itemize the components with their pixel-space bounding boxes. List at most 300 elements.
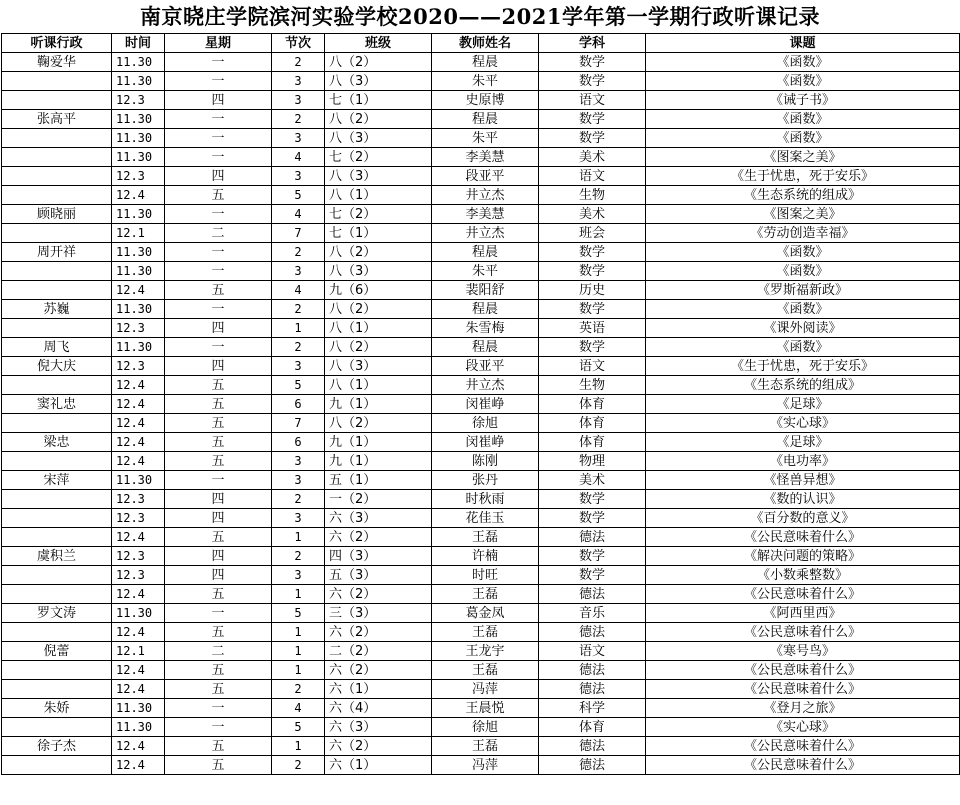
cell-topic[interactable]: 《罗斯福新政》 <box>646 281 960 300</box>
cell-date[interactable]: 12.4 <box>112 395 165 414</box>
cell-class[interactable]: 六（3） <box>325 718 432 737</box>
cell-topic[interactable]: 《图案之美》 <box>646 205 960 224</box>
cell-date[interactable]: 12.4 <box>112 680 165 699</box>
cell-period[interactable]: 2 <box>272 680 325 699</box>
cell-class[interactable]: 九（1） <box>325 395 432 414</box>
cell-date[interactable]: 12.1 <box>112 642 165 661</box>
cell-class[interactable]: 八（3） <box>325 72 432 91</box>
cell-class[interactable]: 九（1） <box>325 452 432 471</box>
cell-observer[interactable] <box>2 167 112 186</box>
cell-teacher[interactable]: 王磊 <box>432 585 539 604</box>
cell-period[interactable]: 3 <box>272 262 325 281</box>
cell-subject[interactable]: 德法 <box>539 737 646 756</box>
cell-period[interactable]: 1 <box>272 737 325 756</box>
cell-date[interactable]: 11.30 <box>112 300 165 319</box>
cell-date[interactable]: 11.30 <box>112 338 165 357</box>
cell-teacher[interactable]: 花佳玉 <box>432 509 539 528</box>
cell-teacher[interactable]: 史原博 <box>432 91 539 110</box>
cell-topic[interactable]: 《生态系统的组成》 <box>646 186 960 205</box>
cell-period[interactable]: 3 <box>272 129 325 148</box>
cell-subject[interactable]: 语文 <box>539 642 646 661</box>
cell-class[interactable]: 八（2） <box>325 414 432 433</box>
cell-date[interactable]: 11.30 <box>112 604 165 623</box>
cell-subject[interactable]: 生物 <box>539 186 646 205</box>
cell-weekday[interactable]: 四 <box>165 566 272 585</box>
cell-weekday[interactable]: 五 <box>165 433 272 452</box>
cell-teacher[interactable]: 程晨 <box>432 300 539 319</box>
cell-period[interactable]: 3 <box>272 72 325 91</box>
cell-subject[interactable]: 语文 <box>539 357 646 376</box>
cell-teacher[interactable]: 王磊 <box>432 528 539 547</box>
cell-teacher[interactable]: 冯萍 <box>432 756 539 775</box>
cell-teacher[interactable]: 程晨 <box>432 243 539 262</box>
cell-teacher[interactable]: 闵崔峥 <box>432 395 539 414</box>
cell-observer[interactable] <box>2 661 112 680</box>
cell-weekday[interactable]: 一 <box>165 718 272 737</box>
cell-period[interactable]: 3 <box>272 452 325 471</box>
cell-date[interactable]: 12.3 <box>112 566 165 585</box>
cell-class[interactable]: 七（2） <box>325 148 432 167</box>
cell-observer[interactable] <box>2 186 112 205</box>
cell-subject[interactable]: 数学 <box>539 243 646 262</box>
cell-teacher[interactable]: 陈刚 <box>432 452 539 471</box>
cell-topic[interactable]: 《生态系统的组成》 <box>646 376 960 395</box>
cell-topic[interactable]: 《图案之美》 <box>646 148 960 167</box>
cell-subject[interactable]: 数学 <box>539 509 646 528</box>
cell-date[interactable]: 11.30 <box>112 72 165 91</box>
cell-class[interactable]: 八（1） <box>325 376 432 395</box>
cell-date[interactable]: 12.4 <box>112 414 165 433</box>
cell-observer[interactable] <box>2 129 112 148</box>
cell-teacher[interactable]: 张丹 <box>432 471 539 490</box>
cell-observer[interactable]: 宋萍 <box>2 471 112 490</box>
cell-subject[interactable]: 数学 <box>539 262 646 281</box>
cell-teacher[interactable]: 闵崔峥 <box>432 433 539 452</box>
cell-topic[interactable]: 《公民意味着什么》 <box>646 661 960 680</box>
cell-topic[interactable]: 《小数乘整数》 <box>646 566 960 585</box>
cell-class[interactable]: 八（2） <box>325 243 432 262</box>
cell-observer[interactable] <box>2 376 112 395</box>
cell-class[interactable]: 六（2） <box>325 623 432 642</box>
cell-weekday[interactable]: 五 <box>165 452 272 471</box>
cell-date[interactable]: 11.30 <box>112 243 165 262</box>
cell-date[interactable]: 12.4 <box>112 376 165 395</box>
cell-teacher[interactable]: 李美慧 <box>432 148 539 167</box>
cell-observer[interactable] <box>2 148 112 167</box>
cell-period[interactable]: 2 <box>272 243 325 262</box>
cell-date[interactable]: 12.3 <box>112 357 165 376</box>
cell-teacher[interactable]: 李美慧 <box>432 205 539 224</box>
cell-weekday[interactable]: 一 <box>165 243 272 262</box>
cell-weekday[interactable]: 二 <box>165 642 272 661</box>
cell-teacher[interactable]: 葛金凤 <box>432 604 539 623</box>
cell-subject[interactable]: 语文 <box>539 91 646 110</box>
cell-period[interactable]: 1 <box>272 585 325 604</box>
cell-topic[interactable]: 《函数》 <box>646 338 960 357</box>
cell-weekday[interactable]: 四 <box>165 490 272 509</box>
cell-subject[interactable]: 德法 <box>539 528 646 547</box>
cell-class[interactable]: 一（2） <box>325 490 432 509</box>
cell-topic[interactable]: 《函数》 <box>646 262 960 281</box>
cell-date[interactable]: 12.4 <box>112 186 165 205</box>
cell-topic[interactable]: 《寒号鸟》 <box>646 642 960 661</box>
cell-subject[interactable]: 生物 <box>539 376 646 395</box>
cell-weekday[interactable]: 五 <box>165 756 272 775</box>
cell-date[interactable]: 12.3 <box>112 490 165 509</box>
cell-period[interactable]: 7 <box>272 414 325 433</box>
cell-class[interactable]: 八（1） <box>325 319 432 338</box>
cell-period[interactable]: 5 <box>272 186 325 205</box>
cell-date[interactable]: 12.4 <box>112 528 165 547</box>
cell-date[interactable]: 12.4 <box>112 585 165 604</box>
cell-period[interactable]: 2 <box>272 338 325 357</box>
cell-date[interactable]: 11.30 <box>112 148 165 167</box>
cell-class[interactable]: 九（1） <box>325 433 432 452</box>
cell-topic[interactable]: 《生于忧患，死于安乐》 <box>646 357 960 376</box>
cell-subject[interactable]: 数学 <box>539 338 646 357</box>
cell-topic[interactable]: 《电功率》 <box>646 452 960 471</box>
cell-topic[interactable]: 《劳动创造幸福》 <box>646 224 960 243</box>
cell-topic[interactable]: 《函数》 <box>646 110 960 129</box>
cell-observer[interactable]: 徐子杰 <box>2 737 112 756</box>
cell-topic[interactable]: 《阿西里西》 <box>646 604 960 623</box>
cell-class[interactable]: 六（2） <box>325 585 432 604</box>
cell-class[interactable]: 六（1） <box>325 680 432 699</box>
cell-weekday[interactable]: 一 <box>165 300 272 319</box>
cell-subject[interactable]: 数学 <box>539 72 646 91</box>
cell-teacher[interactable]: 徐旭 <box>432 718 539 737</box>
cell-period[interactable]: 5 <box>272 376 325 395</box>
cell-class[interactable]: 四（3） <box>325 547 432 566</box>
cell-observer[interactable] <box>2 281 112 300</box>
cell-teacher[interactable]: 徐旭 <box>432 414 539 433</box>
cell-class[interactable]: 八（2） <box>325 110 432 129</box>
cell-weekday[interactable]: 一 <box>165 262 272 281</box>
cell-topic[interactable]: 《公民意味着什么》 <box>646 756 960 775</box>
cell-observer[interactable]: 虞积兰 <box>2 547 112 566</box>
cell-date[interactable]: 12.3 <box>112 91 165 110</box>
cell-topic[interactable]: 《公民意味着什么》 <box>646 680 960 699</box>
cell-teacher[interactable]: 段亚平 <box>432 167 539 186</box>
cell-subject[interactable]: 历史 <box>539 281 646 300</box>
cell-topic[interactable]: 《公民意味着什么》 <box>646 528 960 547</box>
cell-subject[interactable]: 音乐 <box>539 604 646 623</box>
cell-subject[interactable]: 德法 <box>539 756 646 775</box>
cell-teacher[interactable]: 段亚平 <box>432 357 539 376</box>
cell-subject[interactable]: 数学 <box>539 53 646 72</box>
cell-topic[interactable]: 《课外阅读》 <box>646 319 960 338</box>
cell-period[interactable]: 2 <box>272 300 325 319</box>
cell-observer[interactable]: 梁忠 <box>2 433 112 452</box>
cell-period[interactable]: 3 <box>272 91 325 110</box>
cell-observer[interactable] <box>2 756 112 775</box>
cell-period[interactable]: 2 <box>272 53 325 72</box>
cell-subject[interactable]: 德法 <box>539 680 646 699</box>
cell-class[interactable]: 六（1） <box>325 756 432 775</box>
cell-topic[interactable]: 《诫子书》 <box>646 91 960 110</box>
cell-subject[interactable]: 美术 <box>539 148 646 167</box>
cell-topic[interactable]: 《公民意味着什么》 <box>646 623 960 642</box>
cell-subject[interactable]: 美术 <box>539 205 646 224</box>
cell-observer[interactable]: 倪大庆 <box>2 357 112 376</box>
cell-observer[interactable]: 倪蕾 <box>2 642 112 661</box>
cell-topic[interactable]: 《实心球》 <box>646 414 960 433</box>
cell-period[interactable]: 1 <box>272 642 325 661</box>
cell-weekday[interactable]: 四 <box>165 547 272 566</box>
cell-observer[interactable]: 顾晓丽 <box>2 205 112 224</box>
cell-observer[interactable] <box>2 224 112 243</box>
cell-class[interactable]: 五（1） <box>325 471 432 490</box>
cell-date[interactable]: 12.3 <box>112 509 165 528</box>
cell-weekday[interactable]: 四 <box>165 319 272 338</box>
cell-teacher[interactable]: 程晨 <box>432 110 539 129</box>
cell-subject[interactable]: 体育 <box>539 433 646 452</box>
cell-observer[interactable] <box>2 566 112 585</box>
cell-subject[interactable]: 数学 <box>539 300 646 319</box>
cell-subject[interactable]: 德法 <box>539 585 646 604</box>
cell-date[interactable]: 12.4 <box>112 623 165 642</box>
cell-weekday[interactable]: 二 <box>165 224 272 243</box>
cell-weekday[interactable]: 五 <box>165 585 272 604</box>
cell-observer[interactable] <box>2 490 112 509</box>
cell-teacher[interactable]: 王磊 <box>432 661 539 680</box>
cell-weekday[interactable]: 一 <box>165 110 272 129</box>
cell-weekday[interactable]: 五 <box>165 281 272 300</box>
cell-weekday[interactable]: 四 <box>165 167 272 186</box>
cell-weekday[interactable]: 一 <box>165 148 272 167</box>
cell-teacher[interactable]: 王磊 <box>432 737 539 756</box>
cell-observer[interactable] <box>2 585 112 604</box>
cell-teacher[interactable]: 程晨 <box>432 338 539 357</box>
cell-observer[interactable] <box>2 262 112 281</box>
cell-weekday[interactable]: 一 <box>165 205 272 224</box>
cell-period[interactable]: 3 <box>272 566 325 585</box>
cell-observer[interactable] <box>2 452 112 471</box>
cell-topic[interactable]: 《数的认识》 <box>646 490 960 509</box>
cell-subject[interactable]: 数学 <box>539 566 646 585</box>
cell-date[interactable]: 12.4 <box>112 737 165 756</box>
cell-topic[interactable]: 《生于忧患，死于安乐》 <box>646 167 960 186</box>
cell-topic[interactable]: 《函数》 <box>646 243 960 262</box>
cell-subject[interactable]: 科学 <box>539 699 646 718</box>
cell-period[interactable]: 6 <box>272 395 325 414</box>
cell-topic[interactable]: 《怪兽异想》 <box>646 471 960 490</box>
cell-period[interactable]: 6 <box>272 433 325 452</box>
cell-weekday[interactable]: 一 <box>165 53 272 72</box>
cell-date[interactable]: 12.4 <box>112 756 165 775</box>
cell-topic[interactable]: 《足球》 <box>646 433 960 452</box>
cell-teacher[interactable]: 许楠 <box>432 547 539 566</box>
cell-subject[interactable]: 数学 <box>539 547 646 566</box>
cell-teacher[interactable]: 时秋雨 <box>432 490 539 509</box>
cell-class[interactable]: 七（1） <box>325 224 432 243</box>
cell-teacher[interactable]: 王龙宇 <box>432 642 539 661</box>
cell-date[interactable]: 12.4 <box>112 661 165 680</box>
cell-observer[interactable]: 罗文涛 <box>2 604 112 623</box>
cell-weekday[interactable]: 一 <box>165 604 272 623</box>
cell-period[interactable]: 5 <box>272 604 325 623</box>
cell-class[interactable]: 五（3） <box>325 566 432 585</box>
cell-topic[interactable]: 《解决问题的策略》 <box>646 547 960 566</box>
cell-period[interactable]: 2 <box>272 110 325 129</box>
cell-observer[interactable] <box>2 680 112 699</box>
cell-topic[interactable]: 《函数》 <box>646 300 960 319</box>
cell-date[interactable]: 12.3 <box>112 547 165 566</box>
cell-subject[interactable]: 物理 <box>539 452 646 471</box>
cell-class[interactable]: 六（3） <box>325 509 432 528</box>
cell-period[interactable]: 4 <box>272 281 325 300</box>
cell-class[interactable]: 八（2） <box>325 338 432 357</box>
cell-weekday[interactable]: 一 <box>165 338 272 357</box>
cell-class[interactable]: 八（1） <box>325 186 432 205</box>
cell-observer[interactable]: 苏巍 <box>2 300 112 319</box>
cell-class[interactable]: 二（2） <box>325 642 432 661</box>
cell-period[interactable]: 2 <box>272 490 325 509</box>
cell-weekday[interactable]: 五 <box>165 680 272 699</box>
cell-period[interactable]: 3 <box>272 357 325 376</box>
cell-period[interactable]: 4 <box>272 699 325 718</box>
cell-period[interactable]: 3 <box>272 471 325 490</box>
cell-subject[interactable]: 德法 <box>539 623 646 642</box>
cell-subject[interactable]: 英语 <box>539 319 646 338</box>
cell-date[interactable]: 11.30 <box>112 110 165 129</box>
cell-period[interactable]: 3 <box>272 167 325 186</box>
cell-observer[interactable]: 周开祥 <box>2 243 112 262</box>
cell-period[interactable]: 3 <box>272 509 325 528</box>
cell-teacher[interactable]: 井立杰 <box>432 376 539 395</box>
cell-subject[interactable]: 德法 <box>539 661 646 680</box>
cell-weekday[interactable]: 五 <box>165 623 272 642</box>
cell-period[interactable]: 1 <box>272 319 325 338</box>
cell-date[interactable]: 12.4 <box>112 452 165 471</box>
cell-subject[interactable]: 体育 <box>539 395 646 414</box>
cell-date[interactable]: 12.1 <box>112 224 165 243</box>
cell-date[interactable]: 12.3 <box>112 167 165 186</box>
cell-weekday[interactable]: 四 <box>165 509 272 528</box>
cell-weekday[interactable]: 五 <box>165 414 272 433</box>
cell-weekday[interactable]: 一 <box>165 471 272 490</box>
cell-class[interactable]: 六（4） <box>325 699 432 718</box>
cell-teacher[interactable]: 冯萍 <box>432 680 539 699</box>
cell-weekday[interactable]: 五 <box>165 186 272 205</box>
cell-observer[interactable] <box>2 718 112 737</box>
cell-period[interactable]: 5 <box>272 718 325 737</box>
cell-class[interactable]: 八（3） <box>325 167 432 186</box>
cell-class[interactable]: 六（2） <box>325 661 432 680</box>
cell-observer[interactable] <box>2 319 112 338</box>
cell-topic[interactable]: 《函数》 <box>646 53 960 72</box>
cell-date[interactable]: 11.30 <box>112 262 165 281</box>
cell-teacher[interactable]: 朱雪梅 <box>432 319 539 338</box>
cell-class[interactable]: 七（1） <box>325 91 432 110</box>
cell-weekday[interactable]: 五 <box>165 661 272 680</box>
cell-subject[interactable]: 美术 <box>539 471 646 490</box>
cell-teacher[interactable]: 朱平 <box>432 262 539 281</box>
cell-observer[interactable] <box>2 91 112 110</box>
cell-teacher[interactable]: 朱平 <box>432 72 539 91</box>
cell-class[interactable]: 八（2） <box>325 300 432 319</box>
cell-observer[interactable] <box>2 72 112 91</box>
cell-subject[interactable]: 语文 <box>539 167 646 186</box>
cell-period[interactable]: 7 <box>272 224 325 243</box>
cell-observer[interactable] <box>2 509 112 528</box>
cell-class[interactable]: 九（6） <box>325 281 432 300</box>
cell-class[interactable]: 六（2） <box>325 737 432 756</box>
cell-observer[interactable]: 张高平 <box>2 110 112 129</box>
cell-teacher[interactable]: 王磊 <box>432 623 539 642</box>
cell-date[interactable]: 11.30 <box>112 718 165 737</box>
cell-teacher[interactable]: 井立杰 <box>432 224 539 243</box>
cell-date[interactable]: 11.30 <box>112 205 165 224</box>
cell-observer[interactable] <box>2 414 112 433</box>
cell-topic[interactable]: 《公民意味着什么》 <box>646 737 960 756</box>
cell-class[interactable]: 八（3） <box>325 357 432 376</box>
cell-class[interactable]: 八（2） <box>325 53 432 72</box>
cell-observer[interactable]: 周飞 <box>2 338 112 357</box>
cell-class[interactable]: 八（3） <box>325 129 432 148</box>
cell-date[interactable]: 12.4 <box>112 281 165 300</box>
cell-topic[interactable]: 《函数》 <box>646 72 960 91</box>
cell-observer[interactable]: 朱娇 <box>2 699 112 718</box>
cell-weekday[interactable]: 四 <box>165 357 272 376</box>
cell-observer[interactable] <box>2 528 112 547</box>
cell-date[interactable]: 12.3 <box>112 319 165 338</box>
cell-weekday[interactable]: 四 <box>165 91 272 110</box>
cell-weekday[interactable]: 一 <box>165 699 272 718</box>
cell-period[interactable]: 2 <box>272 547 325 566</box>
cell-weekday[interactable]: 五 <box>165 395 272 414</box>
cell-teacher[interactable]: 朱平 <box>432 129 539 148</box>
cell-topic[interactable]: 《实心球》 <box>646 718 960 737</box>
cell-date[interactable]: 11.30 <box>112 129 165 148</box>
cell-subject[interactable]: 数学 <box>539 110 646 129</box>
cell-topic[interactable]: 《公民意味着什么》 <box>646 585 960 604</box>
cell-teacher[interactable]: 井立杰 <box>432 186 539 205</box>
cell-weekday[interactable]: 五 <box>165 737 272 756</box>
cell-topic[interactable]: 《足球》 <box>646 395 960 414</box>
cell-weekday[interactable]: 一 <box>165 72 272 91</box>
cell-teacher[interactable]: 裴阳舒 <box>432 281 539 300</box>
cell-weekday[interactable]: 五 <box>165 376 272 395</box>
cell-date[interactable]: 11.30 <box>112 53 165 72</box>
cell-observer[interactable]: 鞠爱华 <box>2 53 112 72</box>
cell-weekday[interactable]: 五 <box>165 528 272 547</box>
cell-subject[interactable]: 班会 <box>539 224 646 243</box>
cell-class[interactable]: 八（3） <box>325 262 432 281</box>
cell-date[interactable]: 11.30 <box>112 471 165 490</box>
cell-topic[interactable]: 《函数》 <box>646 129 960 148</box>
cell-subject[interactable]: 体育 <box>539 718 646 737</box>
cell-weekday[interactable]: 一 <box>165 129 272 148</box>
cell-period[interactable]: 1 <box>272 623 325 642</box>
cell-topic[interactable]: 《登月之旅》 <box>646 699 960 718</box>
cell-teacher[interactable]: 时旺 <box>432 566 539 585</box>
cell-period[interactable]: 1 <box>272 661 325 680</box>
cell-period[interactable]: 4 <box>272 205 325 224</box>
cell-class[interactable]: 三（3） <box>325 604 432 623</box>
cell-subject[interactable]: 数学 <box>539 129 646 148</box>
cell-date[interactable]: 11.30 <box>112 699 165 718</box>
cell-class[interactable]: 六（2） <box>325 528 432 547</box>
cell-class[interactable]: 七（2） <box>325 205 432 224</box>
cell-subject[interactable]: 数学 <box>539 490 646 509</box>
cell-topic[interactable]: 《百分数的意义》 <box>646 509 960 528</box>
cell-teacher[interactable]: 王晨悦 <box>432 699 539 718</box>
cell-teacher[interactable]: 程晨 <box>432 53 539 72</box>
cell-period[interactable]: 2 <box>272 756 325 775</box>
cell-date[interactable]: 12.4 <box>112 433 165 452</box>
cell-period[interactable]: 4 <box>272 148 325 167</box>
